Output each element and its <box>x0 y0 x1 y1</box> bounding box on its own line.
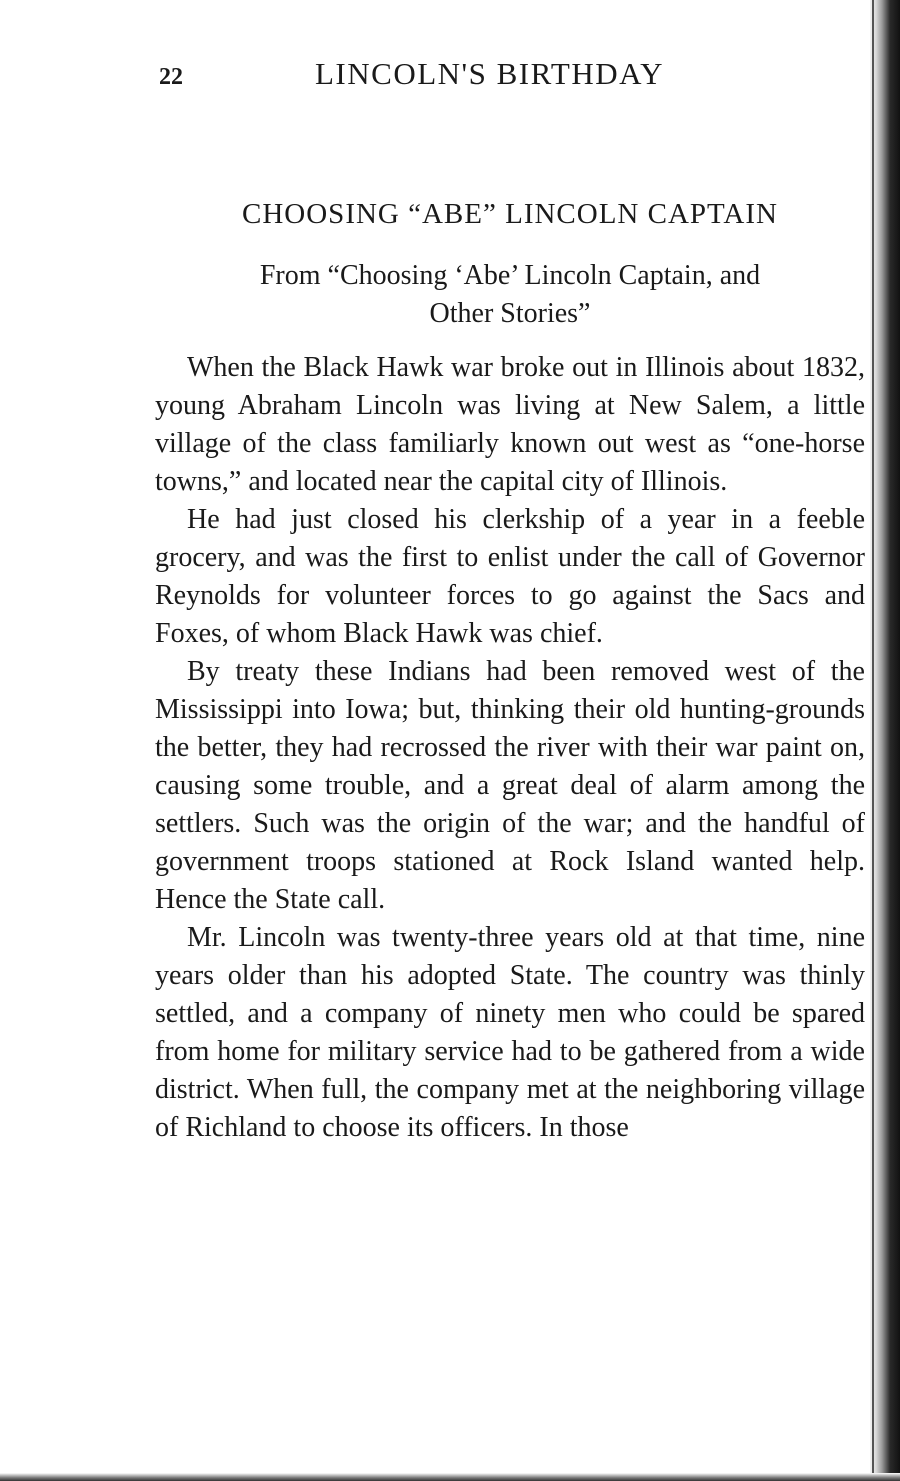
paragraph-3: By treaty these Indians had been removed west of the Mississippi into Iowa; but, thinking their old hunting-grounds the better, they had recrossed the river with their war paint on, causing some trouble, and a great deal of alarm among the settlers. Such was the origin of the war; and the handful of government troops stationed at Rock Island wanted help. Hence the State call. <box>155 656 865 915</box>
chapter-title: CHOOSING “ABE” LINCOLN CAPTAIN <box>242 198 778 230</box>
paragraph-4: Mr. Lincoln was twenty-three years old at that time, nine years older than his adopted State. The country was thinly settled, and a company of ninety men who could be spared from home for military service had to be gathered from a wide district. When full, the company met at the neighboring village of Richland to choose its officers. In those <box>155 922 865 1143</box>
paragraph-2: He had just closed his clerkship of a year in a feeble grocery, and was the first to enlist under the call of Governor Reynolds for volunteer forces to go against the Sacs and Foxes, of whom Black Hawk was chief. <box>155 504 865 649</box>
page-number: 22 <box>159 64 183 90</box>
running-head <box>155 56 705 106</box>
page-edge-shadow <box>870 0 900 1481</box>
source-line-1: From “Choosing ‘Abe’ Lincoln Captain, and <box>259 260 761 291</box>
page-bottom-edge <box>0 1473 900 1481</box>
source-line-2: Other Stories” <box>429 298 591 329</box>
source-attribution <box>150 257 870 333</box>
body-text <box>155 349 865 1147</box>
page-edge-line <box>872 0 874 1481</box>
running-title: LINCOLN'S BIRTHDAY <box>315 56 665 91</box>
paragraph-1: When the Black Hawk war broke out in Illinois about 1832, young Abraham Lincoln was living at New Salem, a little village of the class familiarly known out west as “one-horse towns,” and located near the capital city of Illinois. <box>155 352 865 497</box>
